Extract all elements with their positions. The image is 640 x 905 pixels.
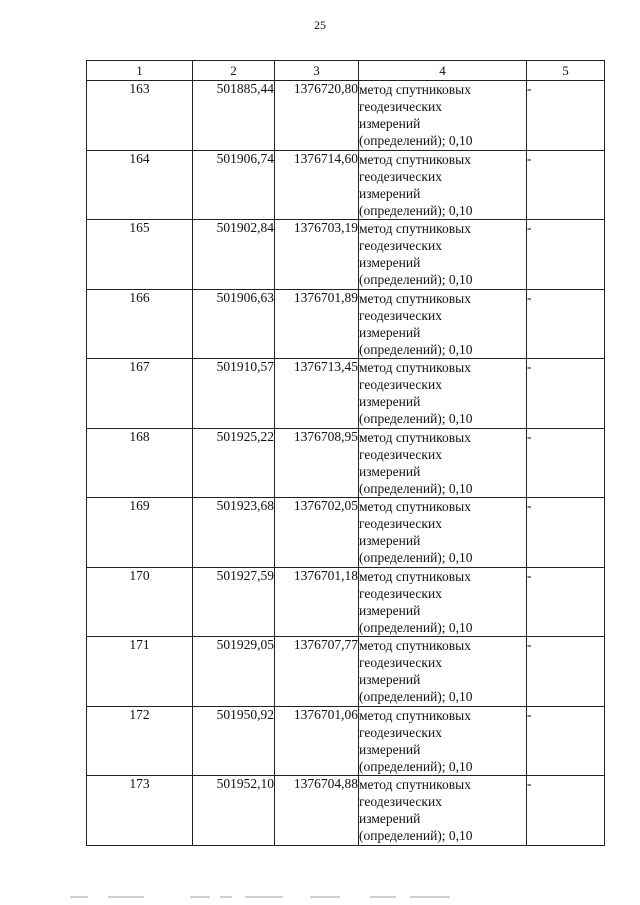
method-line: измерений — [359, 741, 421, 757]
table-row — [87, 359, 605, 429]
method-line: геодезических — [359, 377, 442, 392]
method-cell — [359, 637, 527, 707]
method-cell — [359, 220, 527, 290]
point-number-cell: 171 — [87, 637, 193, 707]
coordinates-table — [86, 60, 605, 846]
method-line: метод спутниковых — [359, 707, 471, 723]
method-line: измерений — [359, 811, 421, 826]
method-line: (определений); 0,10 — [359, 133, 473, 148]
x-coordinate-cell: 501929,05 — [193, 637, 275, 707]
method-line: метод спутниковых — [359, 429, 471, 445]
header-col-1: 1 — [87, 61, 193, 81]
note-cell: - — [527, 150, 605, 220]
table-row — [87, 498, 605, 568]
y-coordinate-cell: 1376704,88 — [275, 776, 359, 846]
y-coordinate-cell: 1376720,80 — [275, 81, 359, 151]
table-row — [87, 289, 605, 359]
method-cell — [359, 706, 527, 776]
note-cell: - — [527, 359, 605, 429]
method-line: измерений — [359, 463, 421, 479]
method-line: измерений — [359, 533, 421, 548]
point-number-cell: 173 — [87, 776, 193, 846]
method-line: метод спутниковых — [359, 777, 471, 792]
x-coordinate-cell: 501952,10 — [193, 776, 275, 846]
method-line: измерений — [359, 116, 421, 131]
note-cell: - — [527, 776, 605, 846]
note-cell: - — [527, 567, 605, 637]
note-cell: - — [527, 289, 605, 359]
x-coordinate-cell: 501906,74 — [193, 150, 275, 220]
footer-scan-marks — [70, 895, 470, 899]
point-number-cell: 167 — [87, 359, 193, 429]
x-coordinate-cell: 501927,59 — [193, 567, 275, 637]
header-col-4: 4 — [359, 61, 527, 81]
method-line: метод спутниковых — [359, 499, 471, 514]
y-coordinate-cell: 1376702,05 — [275, 498, 359, 568]
method-line: измерений — [359, 602, 421, 618]
y-coordinate-cell: 1376707,77 — [275, 637, 359, 707]
table-row — [87, 428, 605, 498]
method-line: геодезических — [359, 307, 442, 323]
method-line: (определений); 0,10 — [359, 341, 473, 357]
point-number-cell: 172 — [87, 706, 193, 776]
point-number-cell: 164 — [87, 150, 193, 220]
method-line: метод спутниковых — [359, 638, 471, 653]
method-line: геодезических — [359, 724, 442, 740]
method-line: метод спутниковых — [359, 82, 471, 97]
method-line: метод спутниковых — [359, 221, 471, 236]
header-row — [87, 61, 605, 81]
table-row — [87, 567, 605, 637]
method-line: (определений); 0,10 — [359, 828, 473, 843]
table-row — [87, 150, 605, 220]
method-line: измерений — [359, 185, 421, 201]
method-line: измерений — [359, 255, 421, 270]
method-cell — [359, 498, 527, 568]
method-line: метод спутниковых — [359, 290, 471, 306]
method-line: (определений); 0,10 — [359, 202, 473, 218]
method-line: (определений); 0,10 — [359, 689, 473, 704]
point-number-cell: 168 — [87, 428, 193, 498]
table-row — [87, 776, 605, 846]
method-cell — [359, 776, 527, 846]
method-line: геодезических — [359, 655, 442, 670]
table-row — [87, 220, 605, 290]
method-line: метод спутниковых — [359, 568, 471, 584]
point-number-cell: 165 — [87, 220, 193, 290]
note-cell: - — [527, 428, 605, 498]
method-line: (определений); 0,10 — [359, 619, 473, 635]
table-body — [87, 81, 605, 846]
note-cell: - — [527, 637, 605, 707]
point-number-cell: 170 — [87, 567, 193, 637]
method-line: геодезических — [359, 794, 442, 809]
method-line: (определений); 0,10 — [359, 480, 473, 496]
y-coordinate-cell: 1376701,89 — [275, 289, 359, 359]
method-cell — [359, 289, 527, 359]
method-cell — [359, 428, 527, 498]
method-line: измерений — [359, 324, 421, 340]
method-line: геодезических — [359, 238, 442, 253]
y-coordinate-cell: 1376708,95 — [275, 428, 359, 498]
method-line: (определений); 0,10 — [359, 411, 473, 426]
note-cell: - — [527, 498, 605, 568]
method-cell — [359, 567, 527, 637]
header-col-5: 5 — [527, 61, 605, 81]
x-coordinate-cell: 501906,63 — [193, 289, 275, 359]
x-coordinate-cell: 501925,22 — [193, 428, 275, 498]
method-line: (определений); 0,10 — [359, 758, 473, 774]
method-line: (определений); 0,10 — [359, 550, 473, 565]
method-line: метод спутниковых — [359, 151, 471, 167]
method-line: геодезических — [359, 99, 442, 114]
header-col-3: 3 — [275, 61, 359, 81]
note-cell: - — [527, 706, 605, 776]
method-line: геодезических — [359, 585, 442, 601]
x-coordinate-cell: 501923,68 — [193, 498, 275, 568]
y-coordinate-cell: 1376701,18 — [275, 567, 359, 637]
method-line: измерений — [359, 394, 421, 409]
x-coordinate-cell: 501902,84 — [193, 220, 275, 290]
method-cell — [359, 81, 527, 151]
note-cell: - — [527, 81, 605, 151]
method-line: измерений — [359, 672, 421, 687]
table-header — [87, 61, 605, 81]
y-coordinate-cell: 1376701,06 — [275, 706, 359, 776]
table-row — [87, 637, 605, 707]
method-line: (определений); 0,10 — [359, 272, 473, 287]
method-line: метод спутниковых — [359, 360, 471, 375]
method-line: геодезических — [359, 168, 442, 184]
point-number-cell: 169 — [87, 498, 193, 568]
x-coordinate-cell: 501950,92 — [193, 706, 275, 776]
point-number-cell: 166 — [87, 289, 193, 359]
point-number-cell: 163 — [87, 81, 193, 151]
table-row — [87, 706, 605, 776]
method-cell — [359, 150, 527, 220]
y-coordinate-cell: 1376713,45 — [275, 359, 359, 429]
note-cell: - — [527, 220, 605, 290]
method-cell — [359, 359, 527, 429]
x-coordinate-cell: 501885,44 — [193, 81, 275, 151]
page-number: 25 — [314, 18, 326, 32]
y-coordinate-cell: 1376714,60 — [275, 150, 359, 220]
method-line: геодезических — [359, 516, 442, 531]
header-col-2: 2 — [193, 61, 275, 81]
table-row — [87, 81, 605, 151]
y-coordinate-cell: 1376703,19 — [275, 220, 359, 290]
method-line: геодезических — [359, 446, 442, 462]
x-coordinate-cell: 501910,57 — [193, 359, 275, 429]
